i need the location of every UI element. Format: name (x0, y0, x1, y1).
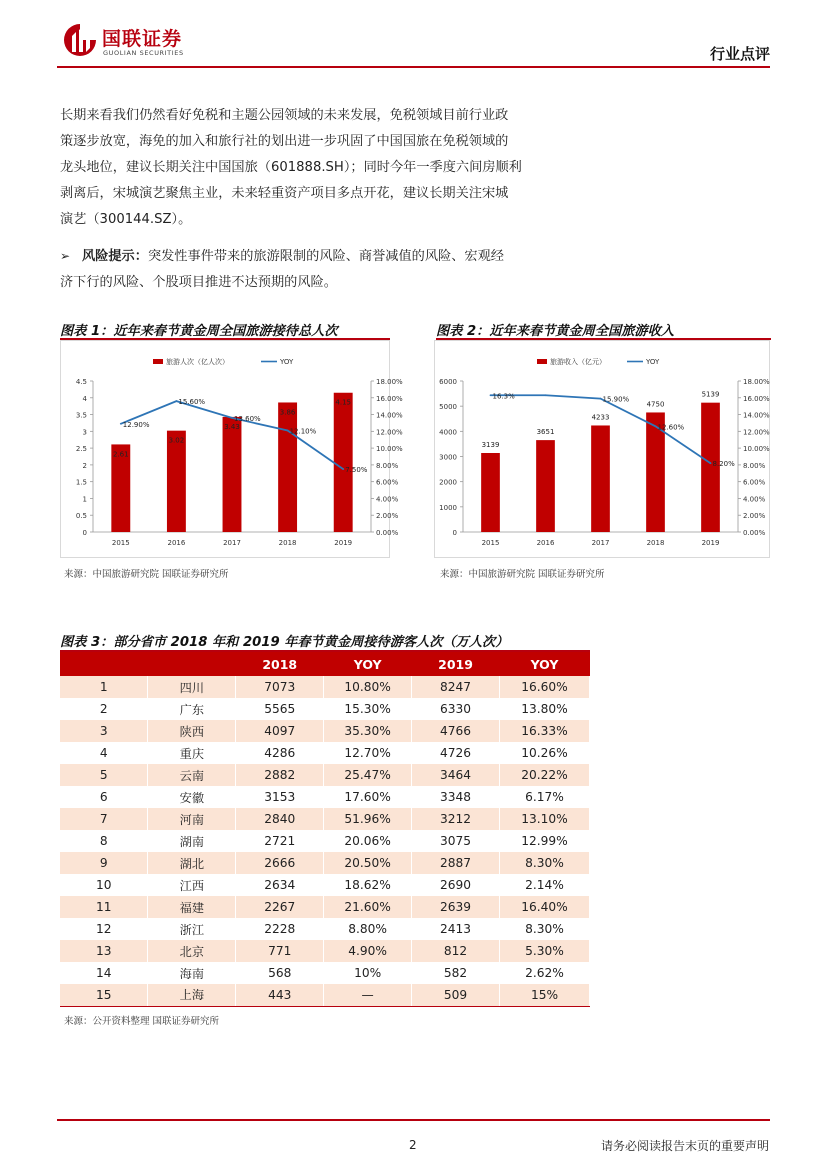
bar (536, 440, 555, 532)
cell-2018: 2840 (236, 808, 324, 830)
bar-value-label: 3139 (481, 441, 500, 450)
table-3-source: 来源：公开资料整理 国联证券研究所 (64, 1016, 220, 1027)
cell-2019: 2690 (412, 874, 500, 896)
cell-province: 重庆 (148, 742, 236, 764)
y-tick-label-right: 14.00% (743, 411, 770, 420)
cell-2018: 568 (236, 962, 324, 984)
y-tick-label-right: 18.00% (376, 378, 403, 386)
cell-rank: 10 (60, 874, 148, 896)
cell-yoy-2018: 20.06% (324, 830, 412, 852)
cell-province: 海南 (148, 962, 236, 984)
header-yoy-2019: YOY (500, 652, 590, 676)
logo-chinese-text: 国联证券 (102, 28, 183, 50)
figure-1-frame (60, 340, 403, 558)
cell-province: 四川 (148, 676, 236, 698)
table-3-number: 图表 3： (60, 635, 114, 650)
figure-2-chart (435, 341, 769, 557)
body-paragraph-outlook (60, 103, 560, 233)
paragraph-line: 策逐步放宽，海免的加入和旅行社的划出进一步巩固了中国国旅在免税领域的 (60, 134, 509, 149)
cell-yoy-2019: 6.17% (500, 786, 590, 808)
bar-value-label: 4233 (591, 413, 610, 422)
figure-1-caption: 近年来春节黄金周全国旅游接待总人次 (113, 324, 338, 339)
table-row (60, 786, 590, 808)
cell-2019: 8247 (412, 676, 500, 698)
y-tick-label-left: 2.5 (75, 445, 87, 454)
cell-2018: 2634 (236, 874, 324, 896)
legend-line-label: YOY (646, 358, 660, 366)
header-rank (60, 652, 148, 676)
risk-warning-paragraph (60, 243, 560, 296)
y-tick-label-left: 1.5 (75, 478, 87, 487)
table-row (60, 918, 590, 940)
figure-1-number: 图表 1： (60, 324, 114, 339)
yoy-value-label: 13.60% (234, 414, 261, 423)
paragraph-line: 演艺（300144.SZ）。 (60, 212, 192, 227)
y-tick-label-right: 0.00% (743, 529, 766, 537)
figure-2-source: 来源：中国旅游研究院 国联证券研究所 (440, 569, 605, 580)
bar-value-label: 3651 (536, 428, 555, 437)
y-tick-label-left: 4000 (439, 428, 457, 437)
company-logo (62, 22, 212, 62)
x-tick-label: 2018 (278, 539, 297, 547)
yoy-value-label: 15.90% (602, 395, 630, 404)
cell-yoy-2018: 51.96% (324, 808, 412, 830)
y-tick-label-left: 4.5 (75, 378, 87, 386)
cell-province: 安徽 (148, 786, 236, 808)
cell-2019: 4726 (412, 742, 500, 764)
cell-province: 江西 (148, 874, 236, 896)
cell-2018: 5565 (236, 698, 324, 720)
yoy-point (176, 400, 178, 402)
cell-yoy-2018: 10% (324, 962, 412, 984)
cell-rank: 7 (60, 808, 148, 830)
figure-1-chart (61, 341, 403, 557)
cell-yoy-2019: 16.40% (500, 896, 590, 918)
cell-yoy-2018: 15.30% (324, 698, 412, 720)
x-tick-label: 2018 (646, 539, 665, 547)
table-row (60, 764, 590, 786)
cell-yoy-2019: 16.60% (500, 676, 590, 698)
cell-yoy-2018: 35.30% (324, 720, 412, 742)
yoy-point (600, 398, 602, 400)
yoy-value-label: 8.20% (712, 460, 735, 469)
paragraph-line: 龙头地位，建议长期关注中国国旅（601888.SH）；同时今年一季度六间房顺利 (60, 160, 522, 175)
table-header-row (60, 652, 590, 676)
table-row (60, 830, 590, 852)
table-3-caption: 部分省市 2018 年和 2019 年春节黄金周接待游客人次（万人次） (113, 635, 509, 650)
guolian-logo-icon (62, 22, 98, 58)
cell-yoy-2019: 15% (500, 984, 590, 1006)
yoy-point (120, 423, 122, 425)
risk-label: 风险提示： (82, 249, 148, 264)
header-2018: 2018 (236, 652, 324, 676)
cell-2018: 2228 (236, 918, 324, 940)
cell-yoy-2018: 21.60% (324, 896, 412, 918)
yoy-value-label: 12.10% (289, 427, 317, 436)
cell-2018: 7073 (236, 676, 324, 698)
cell-2019: 2413 (412, 918, 500, 940)
cell-2018: 2721 (236, 830, 324, 852)
bar (223, 417, 242, 532)
table-row (60, 940, 590, 962)
cell-2019: 2639 (412, 896, 500, 918)
cell-province: 广东 (148, 698, 236, 720)
arrow-bullet-icon: ➢ (60, 249, 71, 263)
y-tick-label-right: 8.00% (376, 461, 399, 470)
table-row (60, 852, 590, 874)
cell-2018: 771 (236, 940, 324, 962)
cell-rank: 4 (60, 742, 148, 764)
cell-yoy-2018: — (324, 984, 412, 1006)
table-row (60, 698, 590, 720)
cell-province: 福建 (148, 896, 236, 918)
y-tick-label-left: 3000 (439, 453, 457, 462)
cell-yoy-2018: 18.62% (324, 874, 412, 896)
table-row (60, 984, 590, 1006)
cell-yoy-2019: 8.30% (500, 918, 590, 940)
figure-1-title (60, 314, 390, 340)
cell-rank: 3 (60, 720, 148, 742)
cell-rank: 13 (60, 940, 148, 962)
y-tick-label-right: 10.00% (743, 445, 770, 454)
cell-yoy-2018: 10.80% (324, 676, 412, 698)
y-tick-label-right: 12.00% (743, 428, 770, 437)
footer-divider (57, 1119, 770, 1121)
legend-bar-label: 旅游人次（亿人次） (166, 358, 229, 366)
yoy-point (710, 462, 712, 464)
cell-yoy-2019: 12.99% (500, 830, 590, 852)
y-tick-label-right: 0.00% (376, 529, 399, 537)
cell-rank: 12 (60, 918, 148, 940)
yoy-point (342, 468, 344, 470)
y-tick-label-right: 6.00% (743, 478, 766, 487)
y-tick-label-left: 1 (82, 495, 87, 504)
cell-rank: 15 (60, 984, 148, 1006)
cell-province: 云南 (148, 764, 236, 786)
table-row (60, 962, 590, 984)
y-tick-label-right: 4.00% (743, 495, 766, 504)
cell-yoy-2019: 8.30% (500, 852, 590, 874)
paragraph-line: 剥离后，宋城演艺聚焦主业，未来轻重资产项目多点开花，建议长期关注宋城 (60, 186, 509, 201)
cell-yoy-2019: 13.10% (500, 808, 590, 830)
legend-bar-swatch (537, 359, 547, 364)
bar (591, 425, 610, 532)
y-tick-label-right: 18.00% (743, 378, 770, 386)
y-tick-label-right: 8.00% (743, 461, 766, 470)
yoy-value-label: 12.90% (122, 420, 150, 429)
x-tick-label: 2019 (701, 539, 720, 547)
y-tick-label-left: 4 (82, 394, 87, 403)
cell-rank: 5 (60, 764, 148, 786)
cell-2018: 443 (236, 984, 324, 1006)
cell-province: 河南 (148, 808, 236, 830)
cell-province: 上海 (148, 984, 236, 1006)
cell-2018: 3153 (236, 786, 324, 808)
cell-2019: 3075 (412, 830, 500, 852)
yoy-value-label: 15.60% (178, 398, 206, 407)
cell-2019: 2887 (412, 852, 500, 874)
yoy-point (287, 430, 289, 432)
y-tick-label-right: 14.00% (376, 411, 403, 420)
x-tick-label: 2016 (536, 539, 555, 547)
yoy-value-label: 16.3% (492, 392, 515, 401)
bar (167, 431, 186, 532)
table-3-title (60, 626, 590, 652)
cell-yoy-2018: 12.70% (324, 742, 412, 764)
cell-rank: 11 (60, 896, 148, 918)
y-tick-label-left: 2000 (439, 478, 457, 487)
bar-value-label: 4.15 (335, 398, 351, 407)
y-tick-label-left: 0 (452, 529, 457, 537)
x-tick-label: 2015 (111, 539, 130, 547)
cell-province: 湖南 (148, 830, 236, 852)
cell-province: 陕西 (148, 720, 236, 742)
cell-rank: 2 (60, 698, 148, 720)
yoy-point (655, 425, 657, 427)
figure-2-number: 图表 2： (436, 324, 490, 339)
table-row (60, 874, 590, 896)
table-row (60, 896, 590, 918)
paragraph-line: 长期来看我们仍然看好免税和主题公园领域的未来发展，免税领域目前行业政 (60, 108, 509, 123)
x-tick-label: 2017 (591, 539, 610, 547)
y-tick-label-right: 12.00% (376, 428, 403, 437)
report-type-tag: 行业点评 (709, 45, 770, 63)
header-province (148, 652, 236, 676)
yoy-value-label: 7.50% (345, 466, 368, 475)
cell-yoy-2019: 2.14% (500, 874, 590, 896)
cell-yoy-2019: 13.80% (500, 698, 590, 720)
y-tick-label-right: 6.00% (376, 478, 399, 487)
cell-2019: 3464 (412, 764, 500, 786)
y-tick-label-left: 6000 (439, 378, 457, 386)
y-tick-label-left: 0.5 (75, 512, 87, 521)
cell-2019: 3212 (412, 808, 500, 830)
cell-yoy-2019: 2.62% (500, 962, 590, 984)
table-row (60, 676, 590, 698)
table-row (60, 720, 590, 742)
cell-yoy-2019: 20.22% (500, 764, 590, 786)
cell-2019: 812 (412, 940, 500, 962)
yoy-point (231, 417, 233, 419)
page-number: 2 (409, 1138, 417, 1152)
bar-value-label: 3.02 (168, 436, 185, 445)
legend-bar-label: 旅游收入（亿元） (550, 358, 606, 366)
cell-yoy-2019: 10.26% (500, 742, 590, 764)
cell-yoy-2018: 25.47% (324, 764, 412, 786)
risk-text: 突发性事件带来的旅游限制的风险、商誉减值的风险、宏观经 (147, 249, 504, 264)
yoy-value-label: 12.60% (657, 423, 685, 432)
y-tick-label-left: 0 (82, 529, 87, 537)
y-tick-label-right: 10.00% (376, 445, 403, 454)
cell-2018: 4097 (236, 720, 324, 742)
cell-2019: 509 (412, 984, 500, 1006)
legend-line-label: YOY (280, 358, 294, 366)
figure-2-title (436, 314, 771, 340)
bar (334, 393, 353, 532)
y-tick-label-right: 4.00% (376, 495, 399, 504)
y-tick-label-left: 5000 (439, 403, 457, 412)
cell-yoy-2018: 17.60% (324, 786, 412, 808)
x-tick-label: 2016 (167, 539, 186, 547)
x-tick-label: 2019 (334, 539, 353, 547)
y-tick-label-right: 2.00% (743, 512, 766, 521)
cell-yoy-2019: 5.30% (500, 940, 590, 962)
bar-value-label: 2.61 (113, 450, 129, 459)
cell-province: 湖北 (148, 852, 236, 874)
yoy-point (545, 394, 547, 396)
cell-yoy-2018: 8.80% (324, 918, 412, 940)
legend-bar-swatch (153, 359, 163, 364)
bar (278, 402, 297, 532)
bar-value-label: 4750 (646, 400, 665, 409)
cell-2019: 582 (412, 962, 500, 984)
bar (481, 453, 500, 532)
page-header (57, 14, 770, 66)
x-tick-label: 2015 (481, 539, 500, 547)
cell-rank: 6 (60, 786, 148, 808)
bar-value-label: 3.43 (224, 422, 240, 431)
bar-value-label: 5139 (701, 390, 720, 399)
y-tick-label-right: 16.00% (743, 394, 770, 403)
cell-province: 浙江 (148, 918, 236, 940)
logo-english-text: GUOLIAN SECURITIES (103, 49, 184, 57)
y-tick-label-left: 3.5 (75, 411, 87, 420)
y-tick-label-right: 16.00% (376, 394, 403, 403)
cell-yoy-2018: 4.90% (324, 940, 412, 962)
cell-province: 北京 (148, 940, 236, 962)
cell-yoy-2019: 16.33% (500, 720, 590, 742)
cell-2019: 3348 (412, 786, 500, 808)
cell-rank: 1 (60, 676, 148, 698)
cell-yoy-2018: 20.50% (324, 852, 412, 874)
cell-2018: 2267 (236, 896, 324, 918)
cell-rank: 8 (60, 830, 148, 852)
header-divider (57, 66, 770, 68)
y-tick-label-left: 1000 (439, 503, 457, 512)
cell-2018: 2666 (236, 852, 324, 874)
cell-2018: 4286 (236, 742, 324, 764)
table-row (60, 808, 590, 830)
footer-disclaimer: 请务必阅读报告末页的重要声明 (600, 1139, 769, 1153)
province-visitors-table (60, 652, 590, 1007)
figure-1-source: 来源：中国旅游研究院 国联证券研究所 (64, 569, 229, 580)
y-tick-label-left: 2 (82, 461, 87, 470)
cell-2018: 2882 (236, 764, 324, 786)
table-row (60, 742, 590, 764)
header-yoy-2018: YOY (324, 652, 412, 676)
figure-2-caption: 近年来春节黄金周全国旅游收入 (489, 324, 674, 339)
header-2019: 2019 (412, 652, 500, 676)
y-tick-label-right: 2.00% (376, 512, 399, 521)
risk-text-continued: 济下行的风险、个股项目推进不达预期的风险。 (60, 275, 337, 290)
yoy-point (490, 394, 492, 396)
cell-2019: 4766 (412, 720, 500, 742)
figure-2-frame (434, 340, 770, 558)
cell-rank: 9 (60, 852, 148, 874)
x-tick-label: 2017 (223, 539, 241, 547)
cell-rank: 14 (60, 962, 148, 984)
bar-value-label: 3.86 (279, 408, 296, 417)
y-tick-label-left: 3 (82, 428, 87, 437)
cell-2019: 6330 (412, 698, 500, 720)
